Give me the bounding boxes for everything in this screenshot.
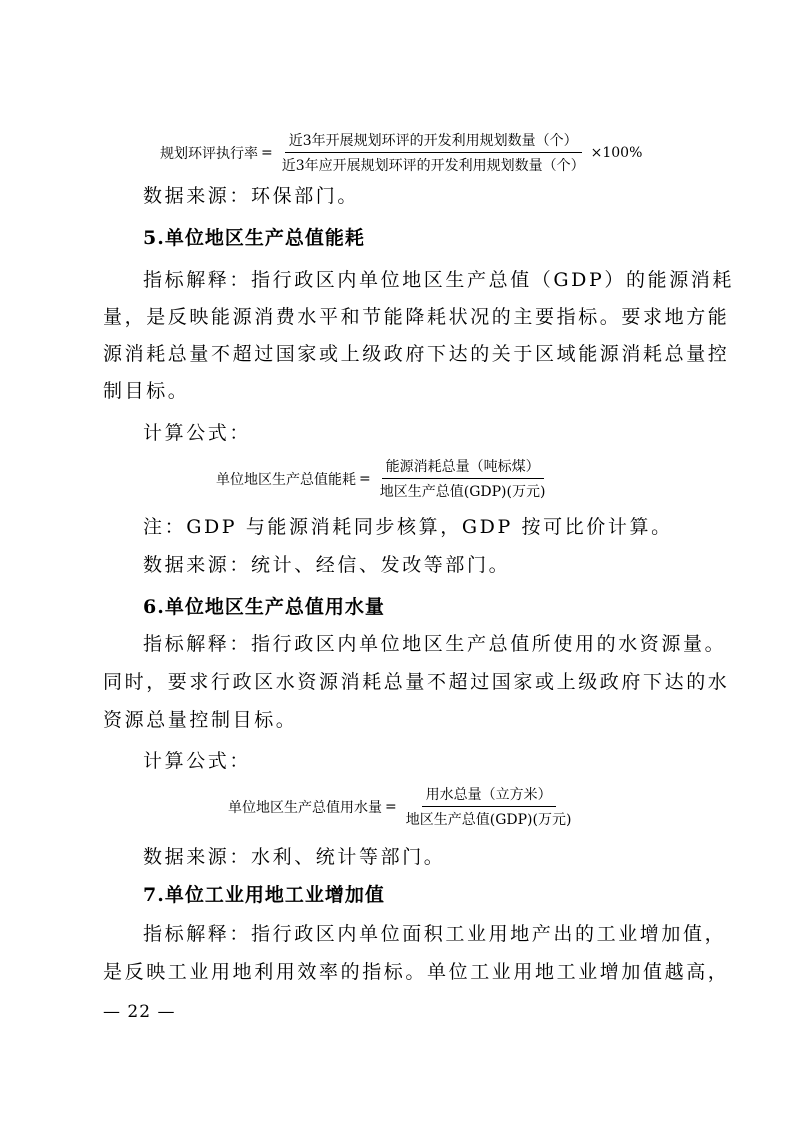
page-number: — 22 — — [103, 1002, 176, 1022]
formula-plan-eia-rate — [160, 130, 642, 175]
paragraph-line: 指标解释：指行政区内单位面积工业用地产出的工业增加值， — [143, 923, 727, 945]
paragraph-line: 同时，要求行政区水资源消耗总量不超过国家或上级政府下达的水 — [103, 671, 730, 693]
fraction — [376, 456, 550, 501]
equals-sign: = — [261, 144, 273, 161]
denominator: 地区生产总值(GDP)(万元) — [379, 484, 546, 500]
paragraph-line: 指标解释：指行政区内单位地区生产总值（GDP）的能源消耗 — [143, 269, 734, 291]
equals-sign: = — [359, 470, 371, 487]
denominator: 地区生产总值(GDP)(万元) — [405, 812, 572, 828]
numerator: 用水总量（立方米） — [422, 784, 556, 807]
fraction — [402, 784, 576, 829]
formula-lhs: 单位地区生产总值用水量 — [228, 799, 382, 816]
paragraph-line: 制目标。 — [103, 380, 190, 402]
data-source-line: 数据来源：环保部门。 — [143, 185, 360, 207]
note-line: 注：GDP 与能源消耗同步核算，GDP 按可比价计算。 — [143, 516, 673, 538]
multiplier: ×100% — [590, 144, 643, 161]
formula-lhs: 规划环评执行率 — [160, 145, 258, 162]
paragraph-line: 源消耗总量不超过国家或上级政府下达的关于区域能源消耗总量控 — [103, 343, 730, 365]
paragraph-line: 量，是反映能源消费水平和节能降耗状况的主要指标。要求地方能 — [103, 306, 730, 328]
section-heading-6: 6.单位地区生产总值用水量 — [143, 596, 385, 618]
paragraph-line: 资源总量控制目标。 — [103, 709, 298, 731]
data-source-line: 数据来源：水利、统计等部门。 — [143, 846, 446, 868]
numerator: 能源消耗总量（吨标煤） — [382, 456, 544, 479]
formula-label: 计算公式： — [143, 750, 252, 772]
section-heading-5: 5.单位地区生产总值能耗 — [143, 227, 365, 249]
fraction — [278, 130, 589, 175]
formula-energy-per-gdp — [216, 456, 551, 501]
data-source-line: 数据来源：统计、经信、发改等部门。 — [143, 554, 511, 576]
formula-label: 计算公式： — [143, 422, 252, 444]
equals-sign: = — [385, 798, 397, 815]
section-heading-7: 7.单位工业用地工业增加值 — [143, 884, 385, 906]
paragraph-line: 是反映工业用地利用效率的指标。单位工业用地工业增加值越高， — [103, 961, 730, 983]
numerator: 近3年开展规划环评的开发利用规划数量（个） — [285, 130, 582, 153]
formula-water-per-gdp — [228, 784, 577, 829]
denominator: 近3年应开展规划环评的开发利用规划数量（个） — [281, 158, 585, 174]
paragraph-line: 指标解释：指行政区内单位地区生产总值所使用的水资源量。 — [143, 633, 727, 655]
formula-lhs: 单位地区生产总值能耗 — [216, 471, 356, 488]
